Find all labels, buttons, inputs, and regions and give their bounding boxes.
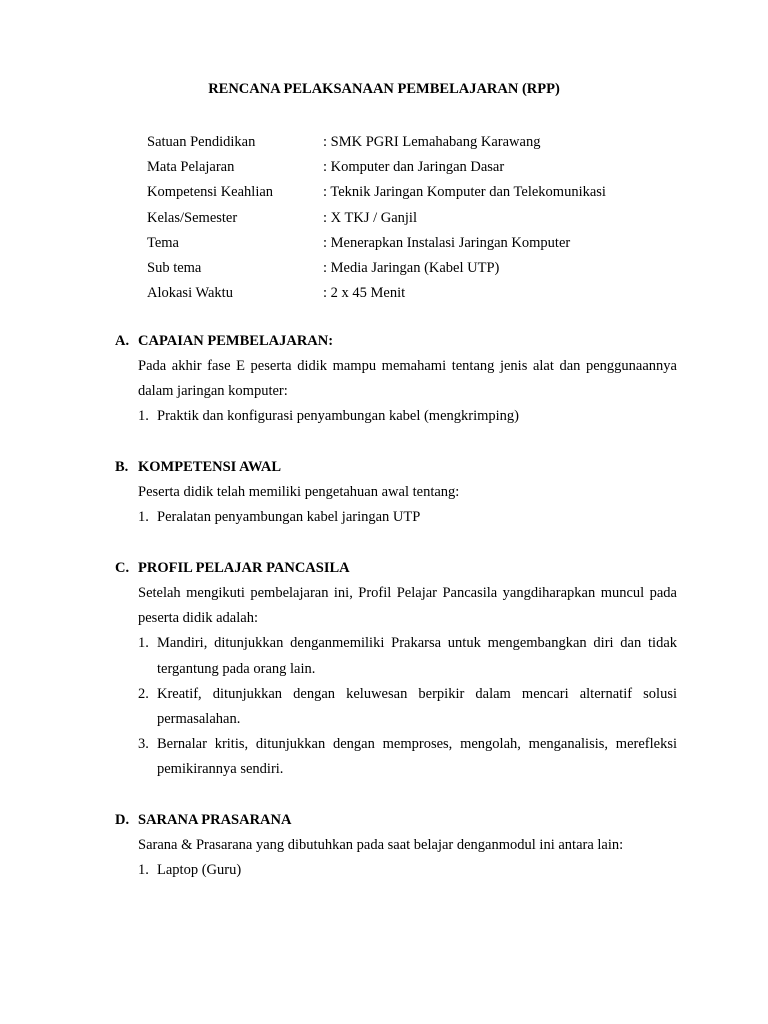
numbered-list: [138, 858, 677, 883]
list-item: [138, 404, 677, 429]
section-title: CAPAIAN PEMBELAJARAN:: [138, 333, 334, 349]
section-heading: [115, 556, 677, 581]
section-heading: [115, 455, 677, 480]
info-value: : Media Jaringan (Kabel UTP): [323, 259, 500, 276]
info-value: : Komputer dan Jaringan Dasar: [323, 159, 505, 176]
list-item: [138, 631, 677, 681]
section-body: [138, 833, 677, 883]
section-profil-pelajar-pancasila: [115, 556, 677, 783]
info-label: Satuan Pendidikan: [147, 134, 256, 150]
section-body: [138, 354, 677, 430]
numbered-list: [138, 631, 677, 782]
list-number: 1.: [138, 862, 149, 879]
section-letter: B.: [115, 459, 129, 475]
info-row: [147, 256, 707, 281]
info-label: Alokasi Waktu: [147, 285, 233, 302]
info-label: Mata Pelajaran: [147, 159, 235, 176]
section-body: [138, 480, 677, 530]
section-intro: Setelah mengikuti pembelajaran ini, Profil Pelajar Pancasila yangdiharapkan muncul pada peserta didik adalah:: [138, 585, 677, 627]
info-table: [147, 130, 707, 306]
list-number: 3.: [138, 736, 149, 753]
list-item: [138, 682, 677, 732]
section-title: KOMPETENSI AWAL: [138, 459, 282, 475]
section-capaian-pembelajaran: [115, 329, 677, 430]
list-number: 1.: [138, 635, 149, 652]
section-sarana-prasarana: [115, 808, 677, 883]
list-number: 1.: [138, 408, 149, 425]
list-item: [138, 732, 677, 782]
section-heading: [115, 808, 677, 833]
info-row: [147, 180, 707, 205]
list-text: Kreatif, ditunjukkan dengan keluwesan berpikir dalam mencari alternatif solusi permasalahan.: [157, 685, 677, 728]
info-value: : 2 x 45 Menit: [323, 285, 406, 302]
list-text: Mandiri, ditunjukkan denganmemiliki Prakarsa untuk mengembangkan diri dan tidak tergantung pada orang lain.: [157, 635, 677, 677]
section-intro: Sarana & Prasarana yang dibutuhkan pada saat belajar denganmodul ini antara lain:: [138, 837, 624, 853]
info-label: Sub tema: [147, 259, 202, 276]
section-intro: Pada akhir fase E peserta didik mampu memahami tentang jenis alat dan penggunaannya dalam jaringan komputer:: [138, 358, 677, 400]
info-row: [147, 231, 707, 256]
info-label: Kelas/Semester: [147, 209, 238, 226]
numbered-list: [138, 505, 677, 530]
section-letter: A.: [115, 333, 130, 349]
section-kompetensi-awal: [115, 455, 677, 530]
section-letter: D.: [115, 812, 130, 828]
section-body: [138, 581, 677, 783]
info-row: [147, 155, 707, 180]
info-value: : X TKJ / Ganjil: [323, 209, 417, 226]
list-number: 1.: [138, 509, 149, 526]
list-text: Praktik dan konfigurasi penyambungan kabel (mengkrimping): [157, 408, 520, 425]
info-label: Tema: [147, 234, 179, 251]
info-row: [147, 130, 707, 155]
section-title: SARANA PRASARANA: [138, 812, 292, 828]
info-value: : Menerapkan Instalasi Jaringan Komputer: [323, 234, 571, 251]
section-title: PROFIL PELAJAR PANCASILA: [138, 560, 350, 576]
list-text: Peralatan penyambungan kabel jaringan UTP: [157, 509, 421, 526]
list-text: Bernalar kritis, ditunjukkan dengan memproses, mengolah, menganalisis, merefleksi pemikirannya sendiri.: [157, 736, 677, 778]
numbered-list: [138, 404, 677, 429]
section-letter: C.: [115, 560, 130, 576]
list-item: [138, 505, 677, 530]
info-value: : SMK PGRI Lemahabang Karawang: [323, 134, 541, 150]
section-intro: Peserta didik telah memiliki pengetahuan awal tentang:: [138, 484, 460, 500]
list-text: Laptop (Guru): [157, 862, 242, 879]
list-number: 2.: [138, 685, 149, 702]
info-value: : Teknik Jaringan Komputer dan Telekomunikasi: [323, 184, 606, 201]
section-heading: [115, 329, 677, 354]
document-title: RENCANA PELAKSANAAN PEMBELAJARAN (RPP): [208, 81, 560, 97]
list-item: [138, 858, 677, 883]
info-row: [147, 206, 707, 231]
info-row: [147, 281, 707, 306]
info-label: Kompetensi Keahlian: [147, 184, 274, 201]
